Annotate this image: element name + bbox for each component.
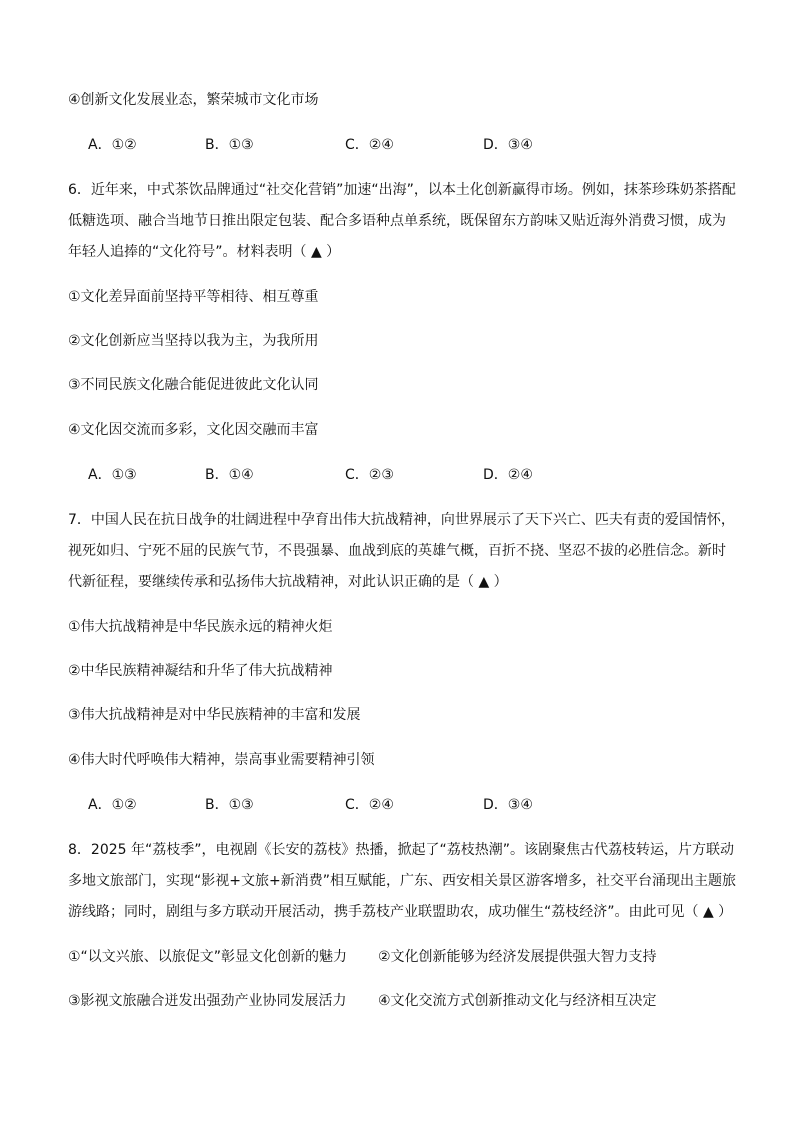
q8-item-2: ②文化创新能够为经济发展提供强大智力支持 [378, 949, 657, 965]
q6-option-c: C．②③ [345, 467, 394, 483]
q5-options [88, 135, 648, 155]
q5-option-a: A．①② [88, 137, 137, 153]
q7-option-d: D．③④ [483, 797, 533, 813]
q6-item-4: ④文化因交流而多彩，文化因交融而丰富 [68, 422, 319, 438]
q6-stem-line-2: 低糖选项、融合当地节日推出限定包装、配合多语种点单系统，既保留东方韵味又贴近海外消费习惯，成为 [68, 213, 726, 229]
q7-item-2: ②中华民族精神凝结和升华了伟大抗战精神 [68, 663, 333, 679]
q8-stem-line-3: 游线路；同时，剧组与多方联动开展活动，携手荔枝产业联盟助农，成功催生“荔枝经济”。由此可见（ ▲ ） [68, 904, 733, 920]
q8-item-4: ④文化交流方式创新推动文化与经济相互决定 [378, 993, 657, 1009]
q6-options [88, 465, 648, 485]
q6-item-1: ①文化差异面前坚持平等相待、相互尊重 [68, 289, 319, 305]
q5-option-c: C．②④ [345, 137, 394, 153]
q7-item-3: ③伟大抗战精神是对中华民族精神的丰富和发展 [68, 707, 361, 723]
q7-stem-line-3: 代新征程，要继续传承和弘扬伟大抗战精神，对此认识正确的是（ ▲ ） [68, 574, 508, 590]
q8-item-3: ③影视文旅融合迸发出强劲产业协同发展活力 [68, 993, 347, 1009]
q8-stem-line-1: 8．2025 年“荔枝季”，电视剧《长安的荔枝》热播，掀起了“荔枝热潮”。该剧聚焦古代荔枝转运，片方联动 [68, 842, 734, 858]
q8-stem-line-2: 多地文旅部门，实现“影视+文旅+新消费”相互赋能，广东、西安相关景区游客增多，社交平台涌现出主题旅 [68, 873, 736, 889]
q7-item-1: ①伟大抗战精神是中华民族永远的精神火炬 [68, 619, 333, 635]
q6-item-3: ③不同民族文化融合能促进彼此文化认同 [68, 377, 319, 393]
q7-option-b: B．①③ [205, 797, 254, 813]
q5-option-b: B．①③ [205, 137, 254, 153]
q7-item-4: ④伟大时代呼唤伟大精神，崇高事业需要精神引领 [68, 752, 375, 768]
q7-stem-line-1: 7．中国人民在抗日战争的壮阔进程中孕育出伟大抗战精神，向世界展示了天下兴亡、匹夫有责的爱国情怀， [68, 512, 735, 528]
q6-stem-line-3: 年轻人追捧的“文化符号”。材料表明（ ▲ ） [68, 244, 341, 260]
q6-option-b: B．①④ [205, 467, 254, 483]
q5-item-4: ④创新文化发展业态，繁荣城市文化市场 [68, 92, 319, 108]
q7-option-a: A．①② [88, 797, 137, 813]
q7-options [88, 795, 648, 815]
q6-item-2: ②文化创新应当坚持以我为主，为我所用 [68, 333, 319, 349]
q8-items-row-2 [68, 991, 738, 1011]
q5-option-d: D．③④ [483, 137, 533, 153]
q6-option-a: A．①③ [88, 467, 137, 483]
q6-option-d: D．②④ [483, 467, 533, 483]
q7-option-c: C．②④ [345, 797, 394, 813]
q8-items-row-1 [68, 947, 738, 967]
q8-item-1: ①“以文兴旅、以旅促文”彰显文化创新的魅力 [68, 949, 348, 965]
q7-stem-line-2: 视死如归、宁死不屈的民族气节，不畏强暴、血战到底的英雄气概，百折不挠、坚忍不拔的必胜信念。新时 [68, 543, 726, 559]
q6-stem-line-1: 6．近年来，中式茶饮品牌通过“社交化营销”加速“出海”，以本土化创新赢得市场。例如，抹茶珍珠奶茶搭配 [68, 182, 736, 198]
